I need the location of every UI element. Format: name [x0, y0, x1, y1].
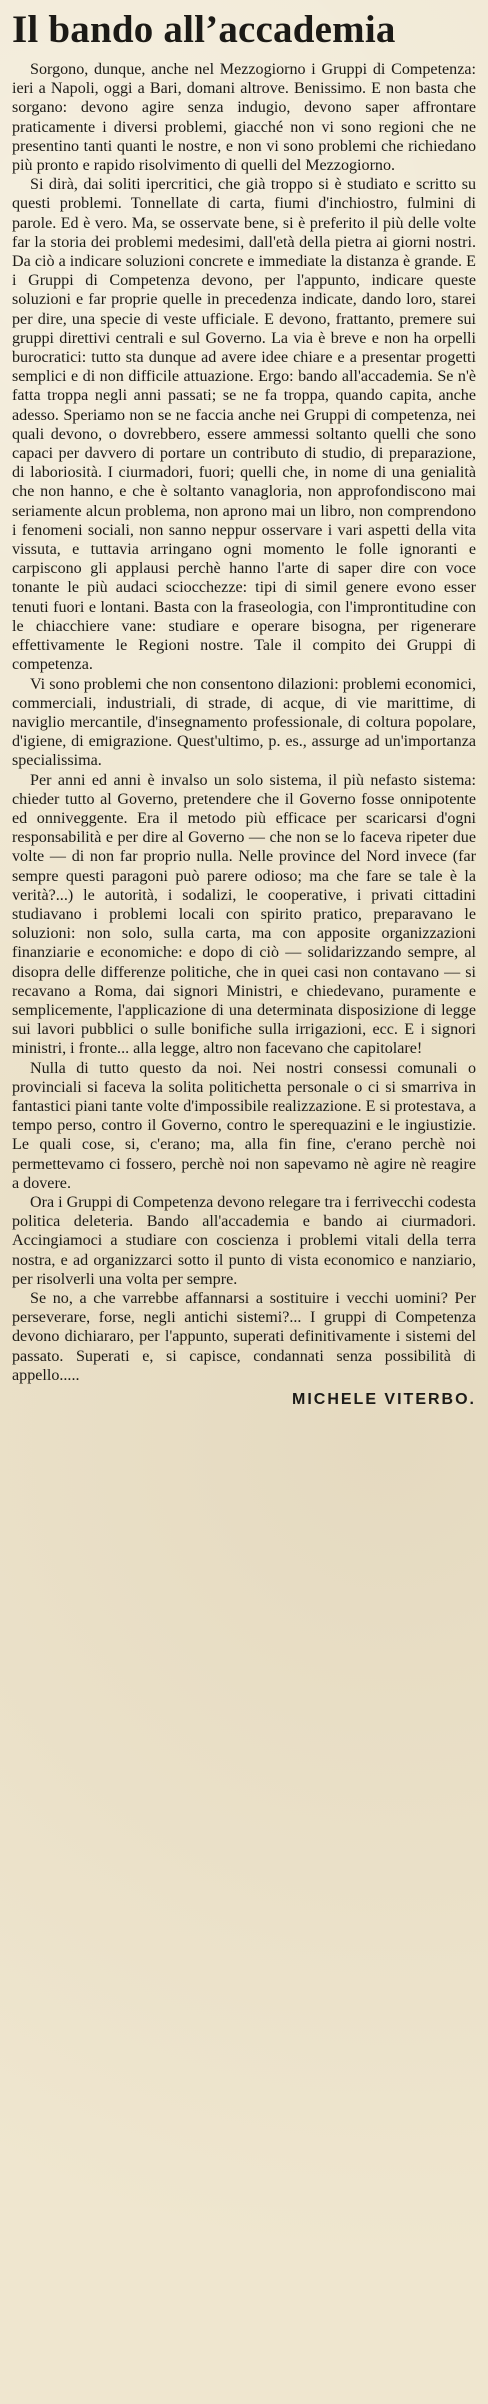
- article-paragraph: Sorgono, dunque, anche nel Mezzogiorno i Gruppi di Competenza: ieri a Napoli, oggi a Bari, domani altrove. Benissimo. E non basta che sorgano: devono agire senza indugio, devono saper affrontare praticamente i diversi problemi, giacché non vi sono regioni che ne presentino tanti quanti le nostre, e non vi sono problemi che richiedano più pronto e rapido risolvimento di quelli del Mezzogiorno.: [12, 61, 476, 175]
- article-paragraph: Per anni ed anni è invalso un solo sistema, il più nefasto sistema: chieder tutto al Governo, pretendere che il Governo fosse onnipotente ed onniveggente. Era il metodo più efficace per scaricarsi d'ogni responsabilità e per dire al Governo — che non se lo faceva ripeter due volte — di non far proprio nulla. Nelle province del Nord invece (far sempre questi paragoni può parere odioso; ma che fare se tale è la verità?...) le autorità, i sodalizi, le cooperative, i privati cittadini studiavano i problemi locali con spirito pratico, preparavano le soluzioni: non solo, sulla carta, ma con apposite organizzazioni finanziarie e economiche: e dopo di ciò — solidarizzando sempre, al disopra delle differenze politiche, che in quei casi non contavano — si recavano a Roma, dai signori Ministri, e chiedevano, puramente e semplicemente, l'applicazione di una determinata disposizione di legge sui lavori pubblici o sulle bonifiche sulla irrigazioni, ecc. E i signori ministri, i fronte... alla legge, altro non facevano che capitolare!: [12, 771, 476, 1058]
- article-paragraph: Se no, a che varrebbe affannarsi a sostituire i vecchi uomini? Per perseverare, forse, negli antichi sistemi?... I gruppi di Competenza devono dichiararo, per l'appunto, superati definitivamente i sistemi del passato. Superati e, si capisce, condannati senza possibilità di appello.....: [12, 1290, 476, 1384]
- author-signature: MICHELE VITERBO.: [291, 1391, 476, 1409]
- article-paragraph: Si dirà, dai soliti ipercritici, che già troppo si è studiato e scritto su questi problemi. Tonnellate di carta, fiumi d'inchiostro, fulmini di parole. Ed è vero. Ma, se osservate bene, si è preferito il più delle volte far la storia dei problemi medesimi, dall'età della pietra ai giorni nostri. Da ciò a indicare soluzioni concrete e immediate la distanza è grande. E i Gruppi di Competenza devono, per l'appunto, indicare queste soluzioni e far proprie quelle in precedenza indicate, dando loro, starei per dire, una specie di veste ufficiale. E devono, frattanto, premere sui gruppi direttivi centrali e sul Governo. La via è breve e non ha orpelli burocratici: tutto sta dunque ad avere idee chiare e a presentar progetti semplici e di non difficile attuazione. Ergo: bando all'accademia. Se n'è fatta troppa negli anni passati; se ne fa troppa, quando capita, anche adesso. Speriamo non se ne faccia anche nei Gruppi di competenza, nei quali devono, o dovrebbero, essere ammessi soltanto quelli che sono capaci per davvero di portare un contributo di studio, di preparazione, di laboriosità. I ciurmadori, fuori; quelli che, in nome di una genialità che non hanno, e che è soltanto vanagloria, non approfondiscono mai seriamente alcun problema, non aprono mai un libro, non comprendono i fenomeni sociali, non sanno neppur osservare i vari aspetti della vita vissuta, e tuttavia arringano ogni momento le folle ignoranti e carpiscono gli applausi perchè hanno l'arte di saper dire con voce tonante le più audaci sciocchezze: tipi di simil genere evono esser tenuti fuori e lontani. Basta con la fraseologia, con l'improntitudine con le chiacchiere vane: studiare e operare bisogna, per rigenerare effettivamente le Regioni nostre. Tale il compito dei Gruppi di competenza.: [12, 176, 476, 674]
- article-title: Il bando all’accademia: [12, 8, 396, 51]
- article-body: [12, 60, 476, 1385]
- article-paragraph: Vi sono problemi che non consentono dilazioni: problemi economici, commerciali, industriali, di strade, di acque, di vie marittime, di naviglio mercantile, d'insegnamento professionale, di coltura popolare, d'igiene, di emigrazione. Quest'ultimo, p. es., assurge ad un'importanza specialissima.: [12, 675, 476, 770]
- article-paragraph: Ora i Gruppi di Competenza devono relegare tra i ferrivecchi codesta politica deleteria. Bando all'accademia e bando ai ciurmadori. Accingiamoci a studiare con coscienza i problemi vitali della terra nostra, e ad organizzarci sotto il punto di vista economico e nanziario, per risolverli una volta per sempre.: [12, 1193, 476, 1288]
- article-paragraph: Nulla di tutto questo da noi. Nei nostri consessi comunali o provinciali si faceva la solita politichetta personale o ci si smarriva in fantastici piani tante volte d'impossibile realizzazione. E si protestava, a tempo perso, contro il Governo, contro le sperequazini e le ingiustizie. Le quali cose, si, c'erano; ma, alla fin fine, c'erano perchè noi permettevamo ci fossero, perchè noi non sapevamo nè agire nè reagire a dovere.: [12, 1059, 476, 1192]
